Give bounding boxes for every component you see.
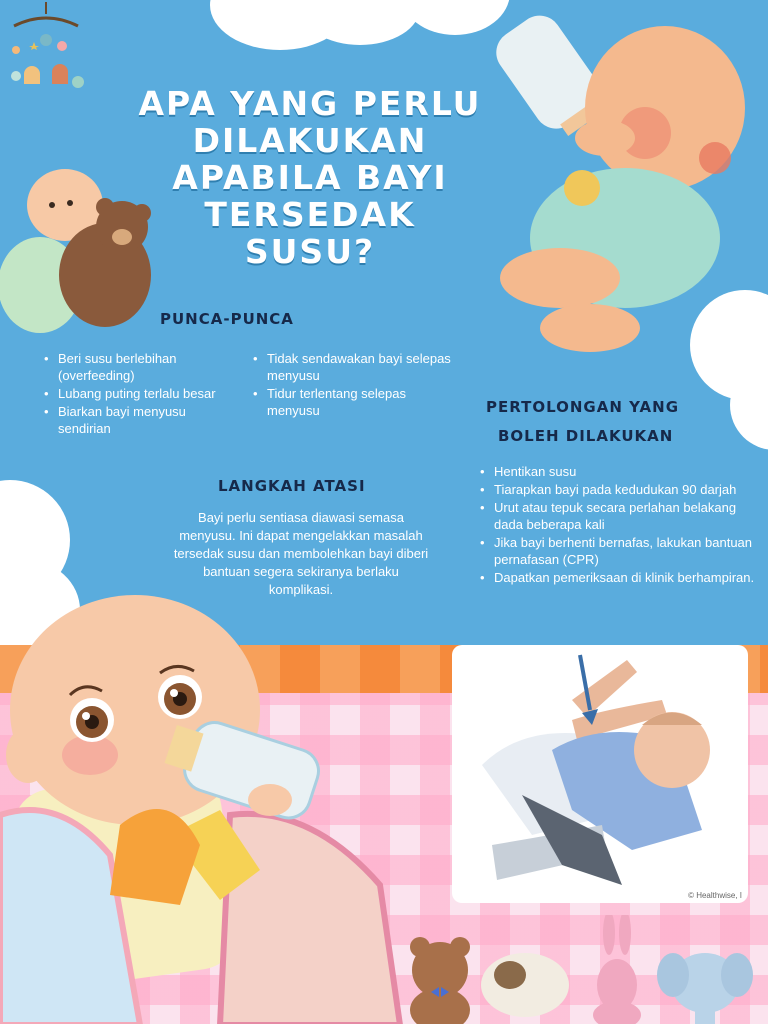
baby-drinking-illustration [0,585,430,1024]
title-line: TERSEDAK [204,195,416,234]
baby-with-bottle-illustration [470,8,760,353]
pertolongan-heading: PERTOLONGAN YANG [486,398,680,416]
list-item: • Beri susu berlebihan (overfeeding) [44,350,234,384]
infant-back-blow-illustration [452,645,748,903]
title-line: APABILA BAYI [172,158,448,197]
punca-heading: PUNCA-PUNCA [160,310,294,328]
punca-list-left [44,350,234,438]
list-item: • Urut atau tepuk secara perlahan belakang dada beberapa kali [480,499,758,533]
list-item: • Lubang puting terlalu besar [44,385,234,402]
title-line: APA YANG PERLU [138,84,482,123]
title-line: SUSU? [244,232,376,271]
list-item: • Tidur terlentang selepas menyusu [253,385,453,419]
list-item: • Tidak sendawakan bayi selepas menyusu [253,350,453,384]
langkah-text: Bayi perlu sentiasa diawasi semasa menyusu. Ini dapat mengelakkan masalah tersedak susu dan membolehkan bayi diberi bantuan segera sekiranya berlaku komplikasi. [173,510,429,597]
baby-mobile-illustration [4,2,88,98]
punca-list-right [253,350,453,420]
toy-animals-illustration [395,915,768,1024]
list-item: • Dapatkan pemeriksaan di klinik berhampiran. [480,569,758,586]
list-item: • Biarkan bayi menyusu sendirian [44,403,234,437]
list-item: • Jika bayi berhenti bernafas, lakukan bantuan pernafasan (CPR) [480,534,758,568]
list-item: • Tiarapkan bayi pada kedudukan 90 darjah [480,481,758,498]
baby-hugging-teddy-illustration [0,165,165,335]
pertolongan-heading-2: BOLEH DILAKUKAN [498,427,674,445]
langkah-heading: LANGKAH ATASI [218,477,366,495]
pertolongan-list [480,463,758,587]
photo-credit: © Healthwise, I [688,891,742,900]
first-aid-photo [452,645,748,903]
title-line: DILAKUKAN [192,121,428,160]
list-item: • Hentikan susu [480,463,758,480]
